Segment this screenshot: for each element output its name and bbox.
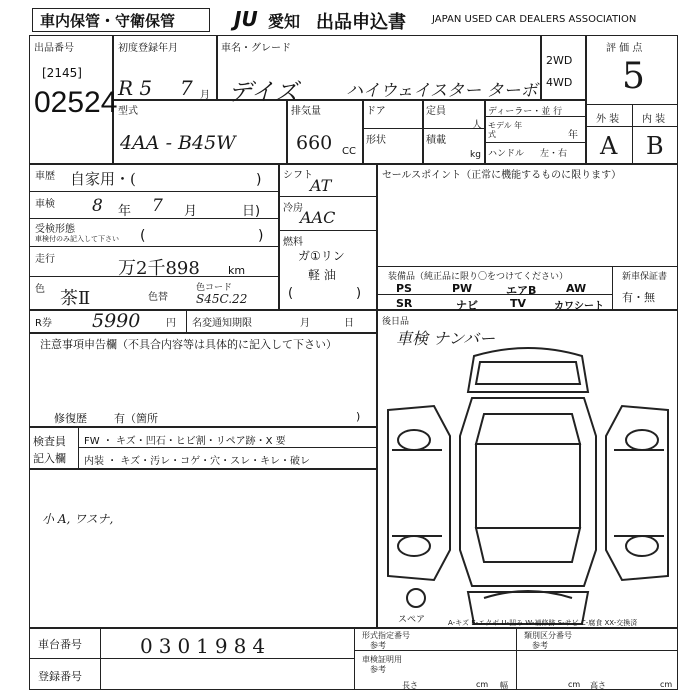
rating-int: B [646, 132, 664, 160]
warranty-label: 新車保証書 [622, 272, 668, 282]
ju-logo: JU [234, 7, 258, 31]
repair-close: ) [356, 410, 361, 423]
history-close: ) [256, 172, 262, 188]
equip-navi: ナビ [456, 299, 478, 312]
registration-label: 初度登録年月 [118, 43, 178, 54]
inspector-int-row: 内装 ・ キズ・汚レ・コゲ・穴・スレ・キレ・破レ [84, 456, 311, 467]
reg-number-label: 登録番号 [38, 670, 82, 683]
equip-pw: PW [452, 282, 473, 295]
capacity-unit: 人 [472, 120, 482, 131]
rear-value: 車検 ナンバー [396, 329, 496, 348]
history-label: 車歴 [35, 171, 55, 182]
handle-label: ハンドル [488, 149, 525, 159]
ac-value: AAC [300, 208, 336, 227]
notes-label: 注意事項申告欄（不具合内容等は具体的に記入して下さい） [40, 338, 337, 351]
inspector-label-bottom: 記入欄 [33, 452, 66, 465]
inspector-handwriting: 小 A, ワスナ, [42, 512, 114, 526]
equip-ps: PS [396, 282, 412, 295]
color-code-label: 色コード [196, 283, 233, 293]
shape-label: 形状 [366, 135, 386, 146]
form-title: 出品申込書 [316, 12, 406, 33]
displacement-label: 排気量 [291, 106, 321, 117]
registration-month-unit: 月 [200, 90, 210, 101]
shift-label: シフト [283, 170, 313, 181]
ac-label: 冷房 [283, 203, 303, 214]
reception-close: ) [258, 228, 264, 244]
history-value: 自家用・( [70, 170, 136, 188]
car-name-label: 車名・グレード [221, 43, 291, 54]
registration-era-year: R 5 [118, 76, 153, 100]
ref-model-ref: 参考 [370, 641, 386, 650]
model-value: 4AA - B45W [120, 132, 236, 154]
drive-4wd: 4WD [546, 76, 573, 89]
repair-value: 有（箇所 [114, 412, 158, 425]
lot-ref: [2145] [42, 66, 82, 80]
ref-height: 高さ [590, 681, 606, 690]
equipment-label: 装備品（純正品に限り〇をつけてください） [388, 272, 569, 282]
inspection-year: 8 [92, 196, 103, 216]
chassis-label: 車台番号 [38, 638, 82, 651]
color-code: S45C.22 [196, 292, 248, 306]
fuel-label: 燃料 [283, 237, 303, 248]
chassis-value: 0301984 [140, 634, 272, 658]
car-name: デイズ [228, 78, 299, 106]
change-notice-day: 日 [344, 318, 354, 329]
fuel-gas: ガ①リン [298, 249, 345, 263]
reception-open: ( [140, 228, 146, 244]
ref-class-ref: 参考 [532, 641, 548, 650]
drive-2wd: 2WD [546, 54, 573, 67]
damage-legend: A-キズ E-エクボ U-凹み W-補修跡 S-サビ C-腐食 XX-交換済 [448, 619, 638, 627]
sales-point-label: セールスポイント（正常に機能するものに限ります） [382, 170, 622, 181]
inspector-label-top: 検査員 [33, 435, 66, 448]
rating-label: 評 価 点 [606, 43, 643, 54]
recycle-label: R券 [35, 318, 52, 329]
assoc-en: JAPAN USED CAR DEALERS ASSOCIATION [432, 14, 637, 25]
ref-length-cm: cm [476, 680, 489, 689]
repair-label: 修復歴 [54, 412, 87, 425]
equip-airbag: エアB [506, 284, 537, 297]
ref-model-label: 形式指定番号 [362, 631, 410, 640]
inspection-month-unit: 月 [184, 204, 198, 219]
car-damage-diagram [380, 340, 676, 630]
fuel-other-close: ) [356, 286, 362, 301]
warranty-value: 有・無 [622, 291, 655, 304]
ref-height-cm: cm [660, 680, 673, 689]
rating-int-label: 内 装 [642, 114, 666, 125]
color-value: 茶Ⅱ [60, 288, 91, 309]
paint-label: 色替 [148, 292, 168, 303]
equip-kawa-seat: カワシート [554, 301, 604, 312]
load-unit: kg [470, 150, 481, 160]
equip-aw: AW [566, 282, 587, 295]
mileage-unit: km [228, 264, 246, 277]
equip-sr: SR [396, 297, 413, 310]
mileage-value: 万2千898 [118, 258, 200, 279]
recycle-value: 5990 [92, 310, 141, 332]
capacity-label: 定員 [426, 106, 446, 117]
rating-ext: A [600, 132, 618, 160]
fuel-diesel: 軽 油 [308, 268, 336, 282]
rating-ext-label: 外 装 [596, 114, 620, 125]
fuel-other-open: ( [288, 286, 294, 301]
mileage-label: 走行 [35, 254, 55, 265]
inspection-day-unit: 日) [242, 204, 261, 219]
displacement-value: 660 [296, 132, 333, 154]
lot-label: 出品番号 [34, 43, 74, 54]
ref-width: 幅 [500, 681, 508, 690]
inspection-year-unit: 年 [118, 204, 132, 219]
cc-unit: CC [342, 146, 356, 157]
lot-number: 02524 [34, 86, 118, 119]
change-notice-month: 月 [300, 318, 310, 329]
dealer-label: ディーラー・並 行 [488, 107, 563, 117]
handle-value: 左・右 [540, 149, 568, 159]
reception-note: 車検付のみ記入して下さい [35, 235, 119, 243]
door-label: ドア [366, 106, 386, 117]
ref-class-label: 類別区分番号 [524, 631, 572, 640]
load-label: 積載 [426, 135, 446, 146]
color-label: 色 [35, 284, 45, 295]
inspector-ext-row: FW ・ キズ・凹石・ヒビ割・リペア跡・X 要 [84, 436, 286, 447]
registration-month: 7 [180, 76, 193, 100]
ref-length: 長さ [402, 681, 418, 690]
shift-value: AT [310, 176, 332, 195]
model-label: 型式 [118, 106, 138, 117]
reception-label: 受検形態 [35, 224, 75, 235]
inspection-label: 車検 [35, 199, 55, 210]
rating-score: 5 [622, 56, 645, 97]
recycle-unit: 円 [166, 318, 176, 329]
car-grade: ハイウェイスター ターボ [346, 81, 538, 101]
change-notice-label: 名変通知期限 [192, 318, 252, 329]
rear-label: 後日品 [382, 317, 410, 327]
ref-width-cm: cm [568, 680, 581, 689]
spare-label: スペア [398, 615, 426, 625]
model-year-label: モデル 年式 [488, 121, 523, 139]
storage-title: 車内保管・守衛保管 [40, 12, 176, 30]
inspection-month: 7 [152, 196, 163, 216]
reg-cert-label: 車検証明用 [362, 655, 402, 664]
assoc-local: 愛知 [268, 12, 301, 31]
year-unit: 年 [568, 130, 578, 141]
equip-tv: TV [510, 297, 527, 310]
reg-cert-ref: 参考 [370, 665, 386, 674]
